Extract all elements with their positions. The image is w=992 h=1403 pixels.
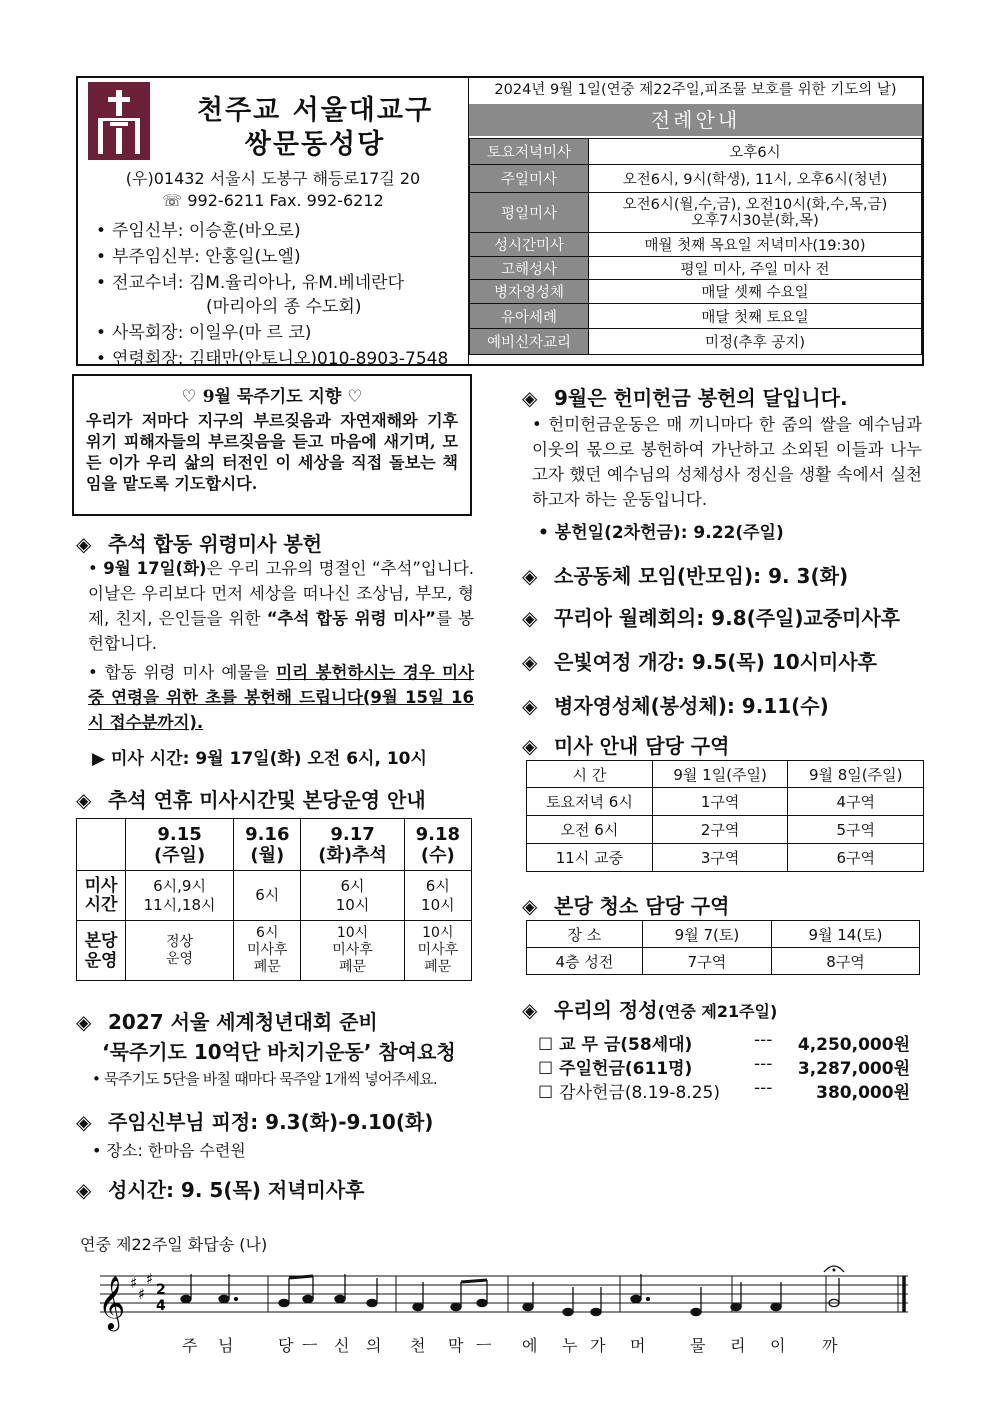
finance-row: ☐ 교 무 금(58세대) --- 4,250,000원: [538, 1030, 910, 1055]
rosary-intention-box: [72, 374, 472, 516]
liturgy-row: 토요저녁미사 오후6시: [470, 139, 922, 165]
wyd-section-title: ◈ 2027 서울 세계청년대회 준비: [76, 1010, 378, 1034]
offering-section-title: ◈ 9월은 헌미헌금 봉헌의 달입니다.: [522, 386, 848, 410]
parish-diocese: 천주교 서울대교구: [196, 95, 434, 126]
diamond-icon: ◈: [76, 788, 92, 812]
finance-row: ☐ 감사헌금(8.19-8.25) --- 380,000원: [538, 1078, 910, 1103]
finance-row: ☐ 주일헌금(611명) --- 3,287,000원: [538, 1054, 910, 1079]
finance-title: ◈ 우리의 정성(연중 제21주일): [522, 998, 778, 1022]
mass-guide-table: [526, 760, 924, 872]
diamond-icon: ◈: [522, 998, 538, 1022]
staff-assistant: • 부주임신부: 안홍일(노엘): [96, 247, 301, 267]
svg-text:♯: ♯: [146, 1270, 154, 1288]
diamond-icon: ◈: [522, 564, 538, 588]
diamond-icon: ◈: [522, 734, 538, 758]
chuseok-offering-paragraph: • 합동 위령 미사 예물을 미리 봉헌하시는 경우 미사 중 연령을 위한 초를 봉헌해 드립니다(9월 15일 16시 접수분까지).: [88, 663, 475, 732]
notice-small-community: ◈ 소공동체 모임(반모임): 9. 3(화): [522, 564, 849, 588]
diamond-icon: ◈: [76, 1178, 92, 1202]
wyd-note: • 묵주기도 5단을 바칠 때마다 묵주알 1개씩 넣어주세요.: [92, 1070, 437, 1088]
chuseok-paragraph: • 9월 17일(화)은 우리 고유의 명절인 “추석”입니다. 이날은 우리보다 먼저 세상을 떠나신 조상님, 부모, 형제, 친지, 은인들을 위한 “추석 합동 위령 미사”를 봉헌합니다.: [88, 559, 474, 653]
liturgy-panel: [468, 78, 922, 364]
svg-text:2: 2: [156, 1282, 166, 1298]
rosary-intention-title: ♡ 9월 묵주기도 지향 ♡: [181, 387, 363, 407]
notice-silver-journey: ◈ 은빛여정 개강: 9.5(목) 10시미사후: [522, 650, 877, 674]
liturgy-table: [469, 138, 922, 355]
parish-address: (우)01432 서울시 도봉구 해등로17길 20: [125, 169, 421, 188]
diamond-icon: ◈: [522, 650, 538, 674]
table-row: 4층 성전 7구역 8구역: [527, 948, 920, 975]
staff-funeral: • 연령회장: 김태만(안토니오)010-8903-7548: [96, 349, 449, 369]
diamond-icon: ◈: [522, 386, 538, 410]
svg-text:♯: ♯: [138, 1285, 146, 1303]
liturgy-row: 고해성사 평일 미사, 주일 미사 전: [470, 257, 922, 280]
notice-curia: ◈ 꾸리아 월례회의: 9.8(주일)교중미사후: [522, 606, 901, 630]
staff-pastor: • 주임신부: 이승훈(바오로): [96, 221, 301, 241]
svg-text:4: 4: [156, 1298, 166, 1314]
parish-logo-icon: [88, 82, 150, 160]
wyd-section-subtitle: ‘묵주기도 10억단 바치기운동’ 참여요청: [102, 1040, 456, 1064]
chuseok-section-title: ◈ 추석 합동 위령미사 봉헌: [76, 532, 323, 556]
liturgy-row: 유아세례 매달 첫째 토요일: [470, 304, 922, 329]
bulletin-header: [76, 76, 924, 369]
diamond-icon: ◈: [76, 532, 92, 556]
retreat-section-title: ◈ 주임신부님 피정: 9.3(화)-9.10(화): [76, 1110, 434, 1134]
diamond-icon: ◈: [522, 694, 538, 718]
staff-council: • 사목회장: 이일우(마 르 코): [96, 323, 312, 343]
parish-phone: ☏ 992-6211 Fax. 992-6212: [162, 191, 384, 210]
parish-name: 쌍문동성당: [244, 129, 386, 160]
holiday-header-row: 9.15 (주일) 9.16 (월) 9.17 (화)추석 9.18 (수): [77, 819, 472, 871]
diamond-icon: ◈: [76, 1010, 92, 1034]
mass-guide-title: ◈ 미사 안내 담당 구역: [522, 734, 730, 758]
psalm-title: 연중 제22주일 화답송 (나): [80, 1235, 268, 1254]
staff-sisters: • 전교수녀: 김M.율리아나, 유M.베네란다: [96, 273, 404, 293]
table-row: 오전 6시 2구역 5구역: [527, 816, 924, 844]
diamond-icon: ◈: [522, 606, 538, 630]
notice-sick-communion: ◈ 병자영성체(봉성체): 9.11(수): [522, 694, 829, 718]
liturgy-row: 예비신자교리 미정(추후 공지): [470, 329, 922, 355]
liturgy-row: 주일미사 오전6시, 9시(학생), 11시, 오후6시(청년): [470, 165, 922, 193]
offering-date: • 봉헌일(2차헌금): 9.22(주일): [538, 523, 784, 543]
liturgy-row: 성시간미사 매월 첫째 목요일 저녁미사(19:30): [470, 233, 922, 257]
holiday-ops-row: 본당 운영 정상 운영 6시 미사후 폐문 10시 미사후 폐문 10시 미사후 폐문: [77, 921, 472, 981]
cleaning-title: ◈ 본당 청소 담당 구역: [522, 894, 730, 918]
staff-sisters-order: (마리아의 종 수도회): [206, 297, 362, 317]
liturgy-row: 병자영성체 매달 셋째 수요일: [470, 280, 922, 304]
table-header-row: 장 소 9월 7(토) 9월 14(토): [527, 921, 920, 948]
chuseok-mass-time: ▶ 미사 시간: 9월 17일(화) 오전 6시, 10시: [92, 749, 427, 769]
holy-hour-title: ◈ 성시간: 9. 5(목) 저녁미사후: [76, 1178, 365, 1202]
bulletin-date: 2024년 9월 1일(연중 제22주일,피조물 보호를 위한 기도의 날): [494, 82, 897, 98]
retreat-note: • 장소: 한마음 수련원: [92, 1141, 246, 1160]
svg-text:♯: ♯: [130, 1274, 138, 1292]
diamond-icon: ◈: [522, 894, 538, 918]
parish-info: [78, 78, 468, 369]
holiday-mass-row: 미사 시간 6시,9시 11시,18시 6시 6시 10시 6시 10시: [77, 871, 472, 921]
table-header-row: 시 간 9월 1일(주일) 9월 8일(주일): [527, 761, 924, 788]
diamond-icon: ◈: [76, 1110, 92, 1134]
svg-text:𝄞: 𝄞: [98, 1275, 126, 1329]
table-row: 토요저녁 6시 1구역 4구역: [527, 788, 924, 816]
psalm-lyrics: 주 님 당 ㅡ 신 의 천 막 ㅡ 에 누 가 머 물 리 이 까: [182, 1336, 838, 1355]
liturgy-row: 평일미사 오전6시(월,수,금), 오전10시(화,수,목,금) 오후7시30분(화,목): [470, 193, 922, 233]
holiday-section-title: ◈ 추석 연휴 미사시간및 본당운영 안내: [76, 788, 426, 812]
cleaning-table: [526, 920, 920, 975]
offering-paragraph: • 헌미헌금운동은 매 끼니마다 한 줌의 쌀을 예수님과 이웃의 몫으로 봉헌하여 가난하고 소외된 이들과 나누고자 했던 예수님의 성체성사 정신을 생활 속에서 실천하고자 하는 운동입니다.: [532, 415, 922, 509]
rosary-intention-body: 우리가 저마다 지구의 부르짖음과 자연재해와 기후 위기 피해자들의 부르짖음을 듣고 마음에 새기며, 모든 이가 우리 삶의 터전인 이 세상을 직접 돌보는 책임을 맡도록 기도합시다.: [86, 411, 458, 493]
table-row: 11시 교중 3구역 6구역: [527, 844, 924, 872]
holiday-table: [76, 818, 472, 981]
liturgy-title: 전례안내: [469, 104, 922, 136]
